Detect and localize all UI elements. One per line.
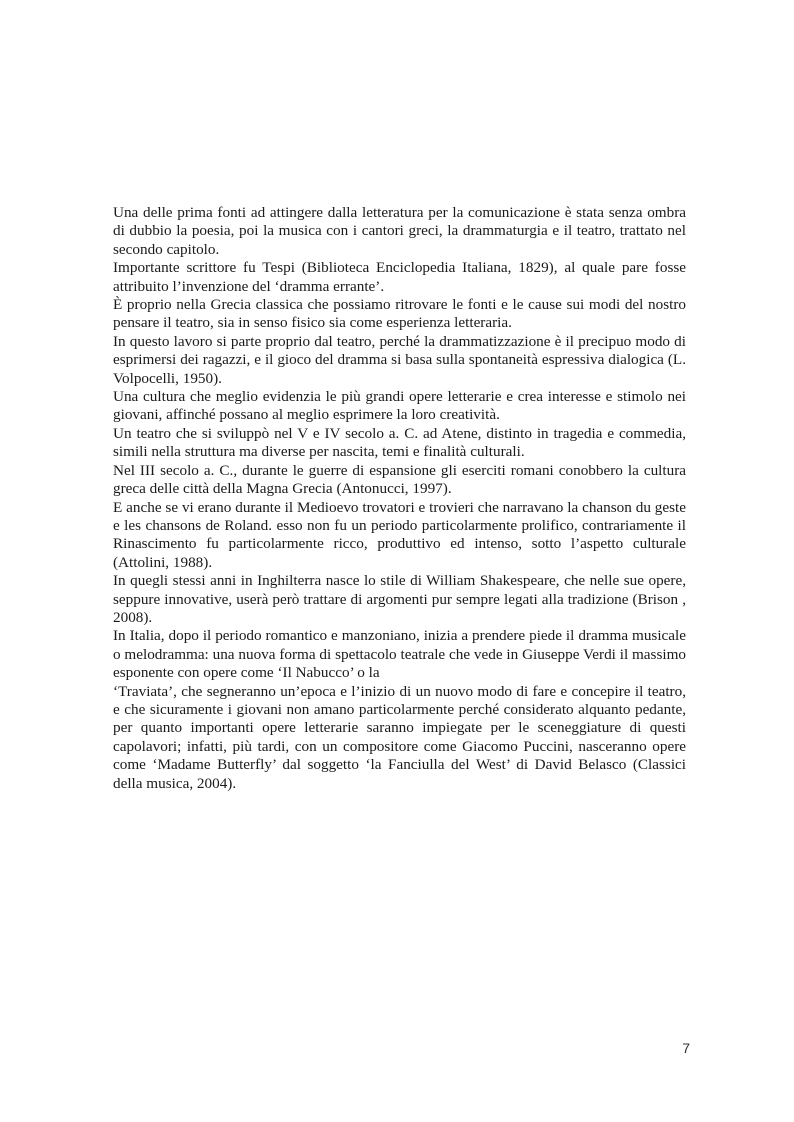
paragraph: ‘Traviata’, che segneranno un’epoca e l’inizio di un nuovo modo di fare e concepire il teatro, e che sicuramente i giovani non amano particolarmente perché considerato alquanto pedante, per quanto importanti opere letterarie saranno impiegate per le sceneggiature di questi capolavori; infatti, più tardi, con un compositore come Giacomo Puccini, nasceranno opere come ‘Madame Butterfly’ dal soggetto ‘la Fanciulla del West’ di David Belasco (Classici della musica, 2004). xyxy=(113,682,686,792)
paragraph: In quegli stessi anni in Inghilterra nasce lo stile di William Shakespeare, che nelle sue opere, seppure innovative, userà però trattare di argomenti pur sempre legati alla tradizione (Brison , 2008). xyxy=(113,572,686,626)
paragraph: Nel III secolo a. C., durante le guerre di espansione gli eserciti romani conobbero la cultura greca delle città della Magna Grecia (Antonucci, 1997). xyxy=(113,461,686,498)
paragraph: Una delle prima fonti ad attingere dalla letteratura per la comunicazione è stata senza ombra di dubbio la poesia, poi la musica con i cantori greci, la drammaturgia e il teatro, trattato nel secondo capitolo. xyxy=(113,204,686,258)
paragraph: Una cultura che meglio evidenzia le più grandi opere letterarie e crea interesse e stimolo nei giovani, affinché possano al meglio esprimere la loro creatività. xyxy=(113,388,686,424)
page-number: 7 xyxy=(682,1040,690,1056)
paragraph: Un teatro che si sviluppò nel V e IV secolo a. C. ad Atene, distinto in tragedia e commedia, simili nella struttura ma diverse per nascita, temi e finalità culturali. xyxy=(113,424,686,461)
body-text xyxy=(113,204,686,793)
paragraph: In Italia, dopo il periodo romantico e manzoniano, inizia a prendere piede il dramma musicale o melodramma: una nuova forma di spettacolo teatrale che vede in Giuseppe Verdi il massimo esponente con opere come ‘Il Nabucco’ o la xyxy=(113,627,686,682)
paragraph: Importante scrittore fu Tespi (Biblioteca Enciclopedia Italiana, 1829), al quale pare fosse attribuito l’invenzione del ‘dramma errante’. xyxy=(113,259,686,295)
paragraph: E anche se vi erano durante il Medioevo trovatori e trovieri che narravano la chanson du geste e les chansons de Roland. esso non fu un periodo particolarmente prolifico, contrariamente il Rinascimento fu particolarmente ricco, produttivo ed intenso, sotto l’aspetto culturale (Attolini, 1988). xyxy=(113,498,686,571)
paragraph: È proprio nella Grecia classica che possiamo ritrovare le fonti e le cause sui modi del nostro pensare il teatro, sia in senso fisico sia come esperienza letteraria. xyxy=(113,296,686,332)
paragraph: In questo lavoro si parte proprio dal teatro, perché la drammatizzazione è il precipuo modo di esprimersi dei ragazzi, e il gioco del dramma si basa sulla spontaneità espressiva dialogica (L. Volpocelli, 1950). xyxy=(113,332,686,387)
